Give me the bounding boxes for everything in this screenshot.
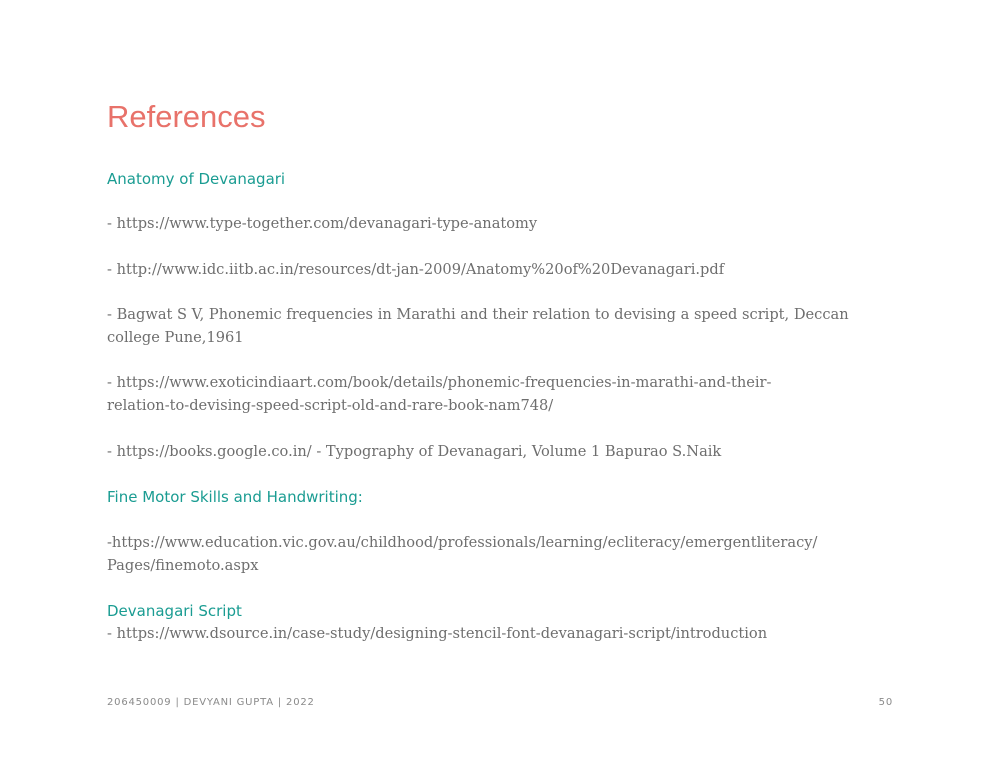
section-heading-devanagari-script: Devanagari Script (107, 602, 242, 620)
reference-entry (107, 440, 892, 463)
reference-line: - https://www.type-together.com/devanagari-type-anatomy (107, 215, 538, 232)
footer-author-info: 206450009 | DEVYANI GUPTA | 2022 (107, 697, 315, 708)
reference-line: Pages/finemoto.aspx (107, 557, 259, 574)
section-heading-fine-motor-skills: Fine Motor Skills and Handwriting: (107, 488, 363, 506)
reference-entry (107, 622, 892, 645)
reference-line: - https://books.google.co.in/ - Typography of Devanagari, Volume 1 Bapurao S.Naik (107, 443, 722, 460)
page-title: References (107, 99, 266, 134)
reference-line: college Pune,1961 (107, 329, 244, 346)
reference-line: - https://www.exoticindiaart.com/book/details/phonemic-frequencies-in-marathi-and-their- (107, 374, 772, 391)
reference-entry (107, 531, 892, 577)
reference-entry (107, 303, 892, 349)
reference-entry (107, 212, 892, 235)
reference-line: - https://www.dsource.in/case-study/designing-stencil-font-devanagari-script/introduction (107, 625, 768, 642)
reference-line: - http://www.idc.iitb.ac.in/resources/dt-jan-2009/Anatomy%20of%20Devanagari.pdf (107, 261, 725, 278)
reference-line: relation-to-devising-speed-script-old-and-rare-book-nam748/ (107, 397, 554, 414)
reference-entry (107, 371, 892, 417)
reference-entry (107, 258, 892, 281)
section-heading-anatomy-of-devanagari: Anatomy of Devanagari (107, 170, 286, 188)
reference-line: - Bagwat S V, Phonemic frequencies in Marathi and their relation to devising a speed script, Deccan (107, 306, 849, 323)
reference-line: -https://www.education.vic.gov.au/childhood/professionals/learning/ecliteracy/emergentliteracy/ (107, 534, 818, 551)
page-number: 50 (878, 697, 893, 708)
